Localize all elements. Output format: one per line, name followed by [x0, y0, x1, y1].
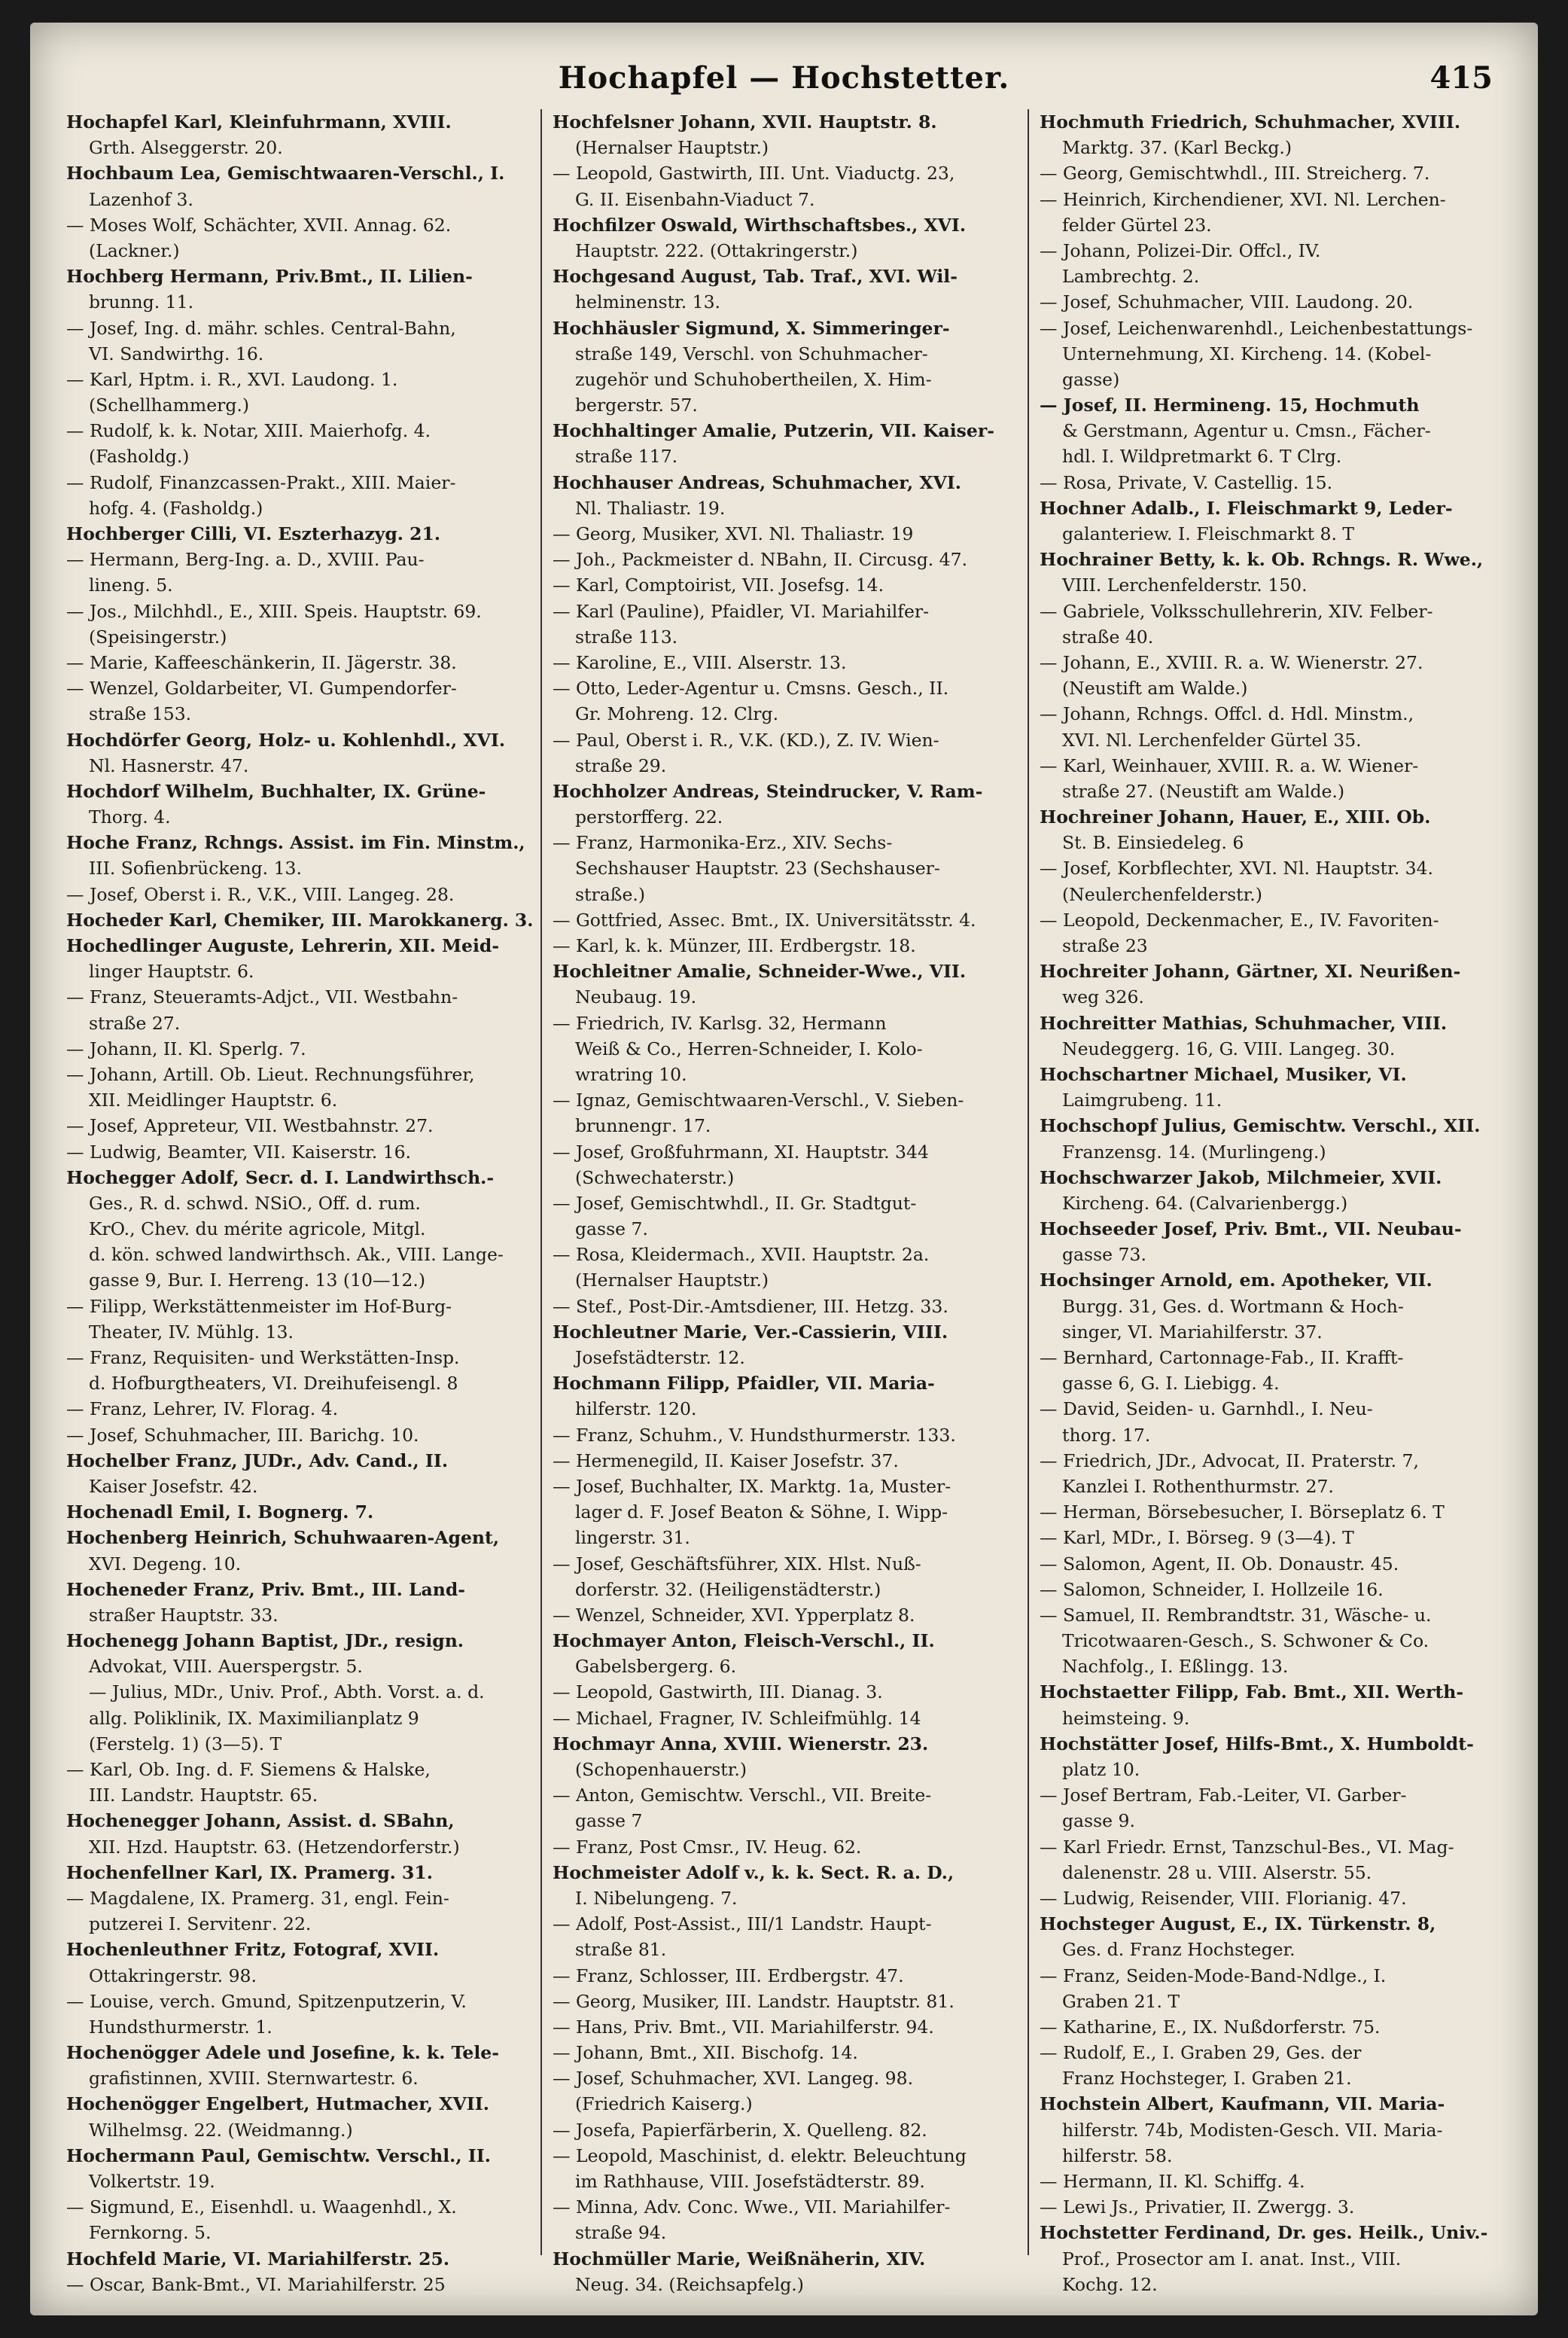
directory-line: singer, VI. Mariahilferstr. 37.: [1062, 1321, 1323, 1343]
directory-line: Hochdorf Wilhelm, Buchhalter, IX. Grüne-: [66, 780, 486, 802]
directory-line: (Ferstelg. 1) (3—5). T: [89, 1733, 282, 1754]
directory-line: — David, Seiden- u. Garnhdl., I. Neu-: [1040, 1398, 1373, 1420]
directory-line: — Leopold, Maschinist, d. elektr. Beleuchtung: [553, 2144, 967, 2166]
directory-line: Hochmeister Adolf v., k. k. Sect. R. a. D.,: [553, 1861, 955, 1883]
directory-line: — Franz, Harmonika-Erz., XIV. Sechs-: [553, 832, 893, 854]
directory-line: XVI. Nl. Lerchenfelder Gürtel 35.: [1062, 729, 1362, 751]
directory-line: Grth. Alseggerstr. 20.: [89, 137, 283, 159]
directory-line: — Magdalene, IX. Pramerg. 31, engl. Fein-: [66, 1887, 449, 1909]
directory-line: Hochstätter Josef, Hilfs-Bmt., X. Humboldt-: [1040, 1733, 1474, 1754]
directory-line: hilferstr. 120.: [575, 1398, 697, 1420]
directory-line: — Ignaz, Gemischtwaaren-Verschl., V. Sieben-: [553, 1090, 964, 1111]
directory-line: — Franz, Steueramts-Adjct., VII. Westbahn-: [66, 986, 458, 1008]
directory-line: gasse): [1062, 368, 1120, 390]
directory-line: grafistinnen, XVIII. Sternwartestr. 6.: [89, 2068, 419, 2090]
directory-line: Kaiser Josefstr. 42.: [89, 1475, 258, 1497]
directory-line: Hochreitter Mathias, Schuhmacher, VIII.: [1040, 1012, 1448, 1034]
directory-line: III. Sofienbrückeng. 13.: [89, 858, 302, 879]
directory-line: — Wenzel, Schneider, XVI. Ypperplatz 8.: [553, 1604, 915, 1626]
directory-line: hdl. I. Wildpretmarkt 6. T Clrg.: [1062, 446, 1342, 468]
directory-line: — Rudolf, k. k. Notar, XIII. Maierhofg. 4.: [66, 420, 431, 442]
directory-line: straße.): [575, 883, 645, 905]
directory-line: — Gottfried, Assec. Bmt., IX. Universitätsstr. 4.: [553, 909, 976, 931]
directory-line: Gr. Mohreng. 12. Clrg.: [575, 703, 779, 725]
directory-line: — Leopold, Gastwirth, III. Dianag. 3.: [553, 1681, 883, 1703]
directory-line: (Hernalser Hauptstr.): [575, 137, 769, 159]
directory-line: Laimgrubeng. 11.: [1062, 1090, 1222, 1111]
directory-line: Kanzlei I. Rothenthurmstr. 27.: [1062, 1475, 1334, 1497]
directory-line: brunng. 11.: [89, 291, 194, 313]
directory-line: Hochenberg Heinrich, Schuhwaaren-Agent,: [66, 1527, 500, 1549]
directory-line: platz 10.: [1062, 1759, 1140, 1780]
directory-line: — Michael, Fragner, IV. Schleifmühlg. 14: [553, 1707, 921, 1729]
directory-line: Ges., R. d. schwd. NSiO., Off. d. rum.: [89, 1192, 421, 1214]
directory-line: Marktg. 37. (Karl Beckg.): [1062, 137, 1292, 159]
directory-line: (Schopenhauerstr.): [575, 1759, 747, 1780]
directory-line: Hochreiner Johann, Hauer, E., XIII. Ob.: [1040, 806, 1431, 828]
directory-line: Hochenfellner Karl, IX. Pramerg. 31.: [66, 1861, 433, 1883]
directory-line: G. II. Eisenbahn-Viaduct 7.: [575, 188, 815, 210]
directory-line: — Josef, Buchhalter, IX. Marktg. 1a, Muster-: [553, 1475, 951, 1497]
directory-line: lingerstr. 31.: [575, 1527, 690, 1549]
directory-line: — Georg, Musiker, XVI. Nl. Thaliastr. 19: [553, 523, 914, 544]
directory-line: XII. Hzd. Hauptstr. 63. (Hetzendorferstr.): [89, 1836, 460, 1858]
directory-line: Hauptstr. 222. (Ottakringerstr.): [575, 239, 858, 261]
directory-line: Hochholzer Andreas, Steindrucker, V. Ram-: [553, 780, 983, 802]
directory-line: — Louise, verch. Gmund, Spitzenputzerin, V.: [66, 1990, 467, 2012]
directory-line: straße 94.: [575, 2222, 667, 2244]
directory-line: — Salomon, Agent, II. Ob. Donaustr. 45.: [1040, 1553, 1399, 1574]
directory-line: Advokat, VIII. Auerspergstr. 5.: [89, 1656, 363, 1678]
column-divider: [1028, 109, 1029, 2255]
directory-line: — Filipp, Werkstättenmeister im Hof-Burg-: [66, 1295, 452, 1317]
directory-line: galanteriew. I. Fleischmarkt 8. T: [1062, 523, 1355, 544]
directory-line: — Karl, Hptm. i. R., XVI. Laudong. 1.: [66, 368, 398, 390]
directory-line: Hochdörfer Georg, Holz- u. Kohlenhdl., XVI.: [66, 729, 506, 751]
directory-line: Franz Hochsteger, I. Graben 21.: [1062, 2068, 1352, 2090]
directory-line: Hochreiter Johann, Gärtner, XI. Neurißen-: [1040, 961, 1461, 983]
directory-line: Hochstaetter Filipp, Fab. Bmt., XII. Werth-: [1040, 1681, 1464, 1703]
directory-line: XVI. Degeng. 10.: [89, 1553, 242, 1574]
directory-line: Nl. Hasnerstr. 47.: [89, 754, 249, 776]
directory-line: — Salomon, Schneider, I. Hollzeile 16.: [1040, 1578, 1384, 1600]
directory-line: Hochleutner Marie, Ver.-Cassierin, VIII.: [553, 1321, 948, 1343]
directory-line: Hochermann Paul, Gemischtw. Verschl., II.: [66, 2144, 491, 2166]
directory-line: Hochschopf Julius, Gemischtw. Verschl., XII.: [1040, 1115, 1481, 1137]
directory-line: Hochhauser Andreas, Schuhmacher, XVI.: [553, 471, 961, 493]
directory-line: — Moses Wolf, Schächter, XVII. Annag. 62.: [66, 214, 452, 236]
directory-line: heimsteing. 9.: [1062, 1707, 1190, 1729]
directory-line: III. Landstr. Hauptstr. 65.: [89, 1785, 318, 1806]
directory-line: — Johann, E., XVIII. R. a. W. Wienerstr. 27.: [1040, 651, 1423, 673]
directory-line: straße 29.: [575, 754, 667, 776]
directory-line: Theater, IV. Mühlg. 13.: [89, 1321, 294, 1343]
directory-line: — Herman, Börsebesucher, I. Börseplatz 6. T: [1040, 1501, 1445, 1523]
directory-line: Unternehmung, XI. Kircheng. 14. (Kobel-: [1062, 343, 1432, 364]
directory-line: Fernkorng. 5.: [89, 2222, 212, 2244]
directory-line: — Karl, k. k. Münzer, III. Erdbergstr. 18.: [553, 935, 916, 956]
directory-line: gasse 7.: [575, 1218, 648, 1240]
directory-line: — Rosa, Kleidermach., XVII. Hauptstr. 2a.: [553, 1244, 930, 1266]
directory-line: Hochsinger Arnold, em. Apotheker, VII.: [1040, 1270, 1433, 1291]
directory-line: straßer Hauptstr. 33.: [89, 1604, 279, 1626]
directory-line: — Franz, Schuhm., V. Hundsthurmerstr. 133.: [553, 1424, 956, 1446]
directory-line: Prof., Prosector am I. anat. Inst., VIII.: [1062, 2248, 1402, 2269]
directory-line: — Josef, Korbflechter, XVI. Nl. Hauptstr. 34.: [1040, 858, 1434, 879]
directory-line: — Josef, Geschäftsführer, XIX. Hlst. Nuß-: [553, 1553, 921, 1574]
directory-line: — Georg, Gemischtwhdl., III. Streicherg. 7.: [1040, 163, 1430, 184]
directory-line: hofg. 4. (Fasholdg.): [89, 497, 263, 519]
directory-line: — Josef, II. Hermineng. 15, Hochmuth: [1040, 395, 1420, 416]
directory-line: — Karl, Comptoirist, VII. Josefsg. 14.: [553, 575, 884, 596]
directory-line: Thorg. 4.: [89, 806, 171, 828]
directory-line: (Schellhammerg.): [89, 395, 250, 416]
directory-line: Weiß & Co., Herren-Schneider, I. Kolo-: [575, 1038, 923, 1059]
directory-line: im Rathhause, VIII. Josefstädterstr. 89.: [575, 2171, 925, 2192]
directory-line: — Rosa, Private, V. Castellig. 15.: [1040, 471, 1333, 493]
directory-line: Volkertstr. 19.: [89, 2171, 215, 2192]
directory-line: — Katharine, E., IX. Nußdorferstr. 75.: [1040, 2016, 1381, 2038]
directory-line: — Samuel, II. Rembrandtstr. 31, Wäsche- u.: [1040, 1604, 1432, 1626]
directory-line: Hochenegger Johann, Assist. d. SBahn,: [66, 1810, 455, 1832]
directory-line: Josefstädterstr. 12.: [575, 1347, 745, 1368]
directory-line: Hochenegg Johann Baptist, JDr., resign.: [66, 1630, 464, 1652]
directory-line: straße 40.: [1062, 626, 1154, 648]
directory-line: — Franz, Post Cmsr., IV. Heug. 62.: [553, 1836, 862, 1858]
directory-line: (Schwechaterstr.): [575, 1166, 735, 1188]
directory-line: Hochberg Hermann, Priv.Bmt., II. Lilien-: [66, 266, 473, 288]
directory-line: Hochmayr Anna, XVIII. Wienerstr. 23.: [553, 1733, 929, 1754]
directory-line: I. Nibelungeng. 7.: [575, 1887, 738, 1909]
directory-line: — Josef, Leichenwarenhdl., Leichenbestattungs-: [1040, 317, 1473, 339]
directory-line: — Oscar, Bank-Bmt., VI. Mariahilferstr. 25: [66, 2273, 446, 2295]
directory-line: (Hernalser Hauptstr.): [575, 1270, 769, 1291]
directory-line: (Speisingerstr.): [89, 626, 227, 648]
directory-line: Hochschartner Michael, Musiker, VI.: [1040, 1063, 1407, 1085]
directory-line: Hochmuth Friedrich, Schuhmacher, XVIII.: [1040, 111, 1461, 133]
directory-line: Lambrechtg. 2.: [1062, 266, 1200, 288]
directory-line: Tricotwaaren-Gesch., S. Schwoner & Co.: [1062, 1630, 1429, 1652]
directory-line: Hochrainer Betty, k. k. Ob. Rchngs. R. Wwe.,: [1040, 549, 1484, 571]
directory-line: Hocheder Karl, Chemiker, III. Marokkanerg. 3.: [66, 909, 534, 931]
directory-line: putzerei I. Servitenг. 22.: [89, 1913, 312, 1935]
directory-line: — Josef, Appreteur, VII. Westbahnstr. 27.: [66, 1115, 434, 1137]
directory-line: — Karl, MDr., I. Börseg. 9 (3—4). T: [1040, 1527, 1354, 1549]
directory-line: — Hermenegild, II. Kaiser Josefstr. 37.: [553, 1449, 899, 1471]
directory-line: bergerstr. 57.: [575, 395, 698, 416]
directory-line: gasse 9.: [1062, 1810, 1135, 1832]
directory-line: straße 113.: [575, 626, 678, 648]
directory-line: Sechshauser Hauptstr. 23 (Sechshauser-: [575, 858, 940, 879]
directory-line: Hochner Adalb., I. Fleischmarkt 9, Leder-: [1040, 497, 1453, 519]
directory-line: gasse 6, G. I. Liebigg. 4.: [1062, 1373, 1280, 1395]
directory-line: — Rudolf, Finanzcassen-Prakt., XIII. Maier-: [66, 471, 456, 493]
directory-line: — Josefa, Papierfärberin, X. Quelleng. 82.: [553, 2119, 927, 2141]
directory-line: Hochfilzer Oswald, Wirthschaftsbes., XVI.: [553, 214, 967, 236]
directory-line: Neug. 34. (Reichsapfelg.): [575, 2273, 804, 2295]
directory-line: — Franz, Seiden-Mode-Band-Ndlge., I.: [1040, 1965, 1387, 1986]
directory-line: — Karl, Ob. Ing. d. F. Siemens & Halske,: [66, 1759, 431, 1780]
directory-line: Hochstein Albert, Kaufmann, VII. Maria-: [1040, 2093, 1445, 2115]
directory-line: & Gerstmann, Agentur u. Cmsn., Fächer-: [1062, 420, 1431, 442]
directory-line: — Josef, Ing. d. mähr. schles. Central-Bahn,: [66, 317, 456, 339]
directory-line: — Karoline, E., VIII. Alserstr. 13.: [553, 651, 847, 673]
directory-line: XII. Meidlinger Hauptstr. 6.: [89, 1090, 338, 1111]
directory-line: straße 81.: [575, 1939, 667, 1961]
directory-line: — Wenzel, Goldarbeiter, VI. Gumpendorfer-: [66, 678, 457, 700]
directory-line: (Neustift am Walde.): [1062, 678, 1248, 700]
directory-line: — Johann, Artill. Ob. Lieut. Rechnungsführer,: [66, 1063, 475, 1085]
directory-line: lager d. F. Josef Beaton & Söhne, I. Wipp-: [575, 1501, 948, 1523]
directory-line: Hochfeld Marie, VI. Mariahilferstr. 25.: [66, 2248, 450, 2269]
directory-line: Hochenögger Engelbert, Hutmacher, XVII.: [66, 2093, 489, 2115]
directory-line: straße 149, Verschl. von Schuhmacher-: [575, 343, 928, 364]
directory-line: lineng. 5.: [89, 575, 173, 596]
directory-line: Hochgesand August, Tab. Traf., XVI. Wil-: [553, 266, 958, 288]
directory-line: straße 153.: [89, 703, 192, 725]
directory-line: d. kön. schwed landwirthsch. Ak., VIII. Lange-: [89, 1244, 504, 1266]
directory-line: Hochmann Filipp, Pfaidler, VII. Maria-: [553, 1373, 935, 1395]
directory-line: — Franz, Lehrer, IV. Florag. 4.: [66, 1398, 339, 1420]
directory-line: zugehör und Schuhobertheilen, X. Him-: [575, 368, 932, 390]
directory-line: Ges. d. Franz Hochsteger.: [1062, 1939, 1296, 1961]
directory-line: Hochsteger August, E., IX. Türkenstr. 8,: [1040, 1913, 1436, 1935]
directory-line: — Adolf, Post-Assist., III/1 Landstr. Haupt-: [553, 1913, 932, 1935]
directory-line: Hochseeder Josef, Priv. Bmt., VII. Neubau-: [1040, 1218, 1462, 1240]
directory-line: — Otto, Leder-Agentur u. Cmsns. Gesch., II.: [553, 678, 949, 700]
directory-line: d. Hofburgtheaters, VI. Dreihufeisengl. 8: [89, 1373, 458, 1395]
directory-line: — Hermann, II. Kl. Schiffg. 4.: [1040, 2171, 1305, 2192]
directory-line: Kochg. 12.: [1062, 2273, 1158, 2295]
directory-line: — Josef, Großfuhrmann, XI. Hauptstr. 344: [553, 1141, 929, 1163]
directory-line: Hochenögger Adele und Josefine, k. k. Tele-: [66, 2042, 499, 2064]
directory-line: — Leopold, Deckenmacher, E., IV. Favoriten-: [1040, 909, 1439, 931]
directory-line: VIII. Lerchenfelderstr. 150.: [1062, 575, 1308, 596]
directory-line: Hochmayer Anton, Fleisch-Verschl., II.: [553, 1630, 935, 1652]
directory-line: Hochegger Adolf, Secr. d. I. Landwirthsch.-: [66, 1166, 495, 1188]
directory-line: Hochelber Franz, JUDr., Adv. Cand., II.: [66, 1449, 449, 1471]
directory-line: — Rudolf, E., I. Graben 29, Ges. der: [1040, 2042, 1362, 2064]
directory-line: Neubaug. 19.: [575, 986, 697, 1008]
directory-line: — Georg, Musiker, III. Landstr. Hauptstr. 81.: [553, 1990, 955, 2012]
directory-line: Kircheng. 64. (Calvarienbergg.): [1062, 1192, 1348, 1214]
directory-line: dalenenstr. 28 u. VIII. Alserstr. 55.: [1062, 1861, 1372, 1883]
directory-line: Hochenadl Emil, I. Bognerg. 7.: [66, 1501, 374, 1523]
directory-line: — Marie, Kaffeeschänkerin, II. Jägerstr. 38.: [66, 651, 457, 673]
directory-line: — Friedrich, JDr., Advocat, II. Praterstr. 7,: [1040, 1449, 1419, 1471]
directory-line: Hochschwarzer Jakob, Milchmeier, XVII.: [1040, 1166, 1442, 1188]
directory-line: (Fasholdg.): [89, 446, 190, 468]
directory-line: perstorfferg. 22.: [575, 806, 723, 828]
directory-line: VI. Sandwirthg. 16.: [89, 343, 264, 364]
directory-line: dorferstr. 32. (Heiligenstädterstr.): [575, 1578, 881, 1600]
directory-line: Hochapfel Karl, Kleinfuhrmann, XVIII.: [66, 111, 452, 133]
directory-page: [30, 23, 1538, 2315]
directory-line: Hochfelsner Johann, XVII. Hauptstr. 8.: [553, 111, 937, 133]
directory-line: — Joh., Packmeister d. NBahn, II. Circusg. 47.: [553, 549, 968, 571]
directory-line: — Franz, Requisiten- und Werkstätten-Insp.: [66, 1347, 460, 1368]
column-divider: [540, 109, 542, 2255]
directory-line: Hochstetter Ferdinand, Dr. ges. Heilk., Univ.-: [1040, 2222, 1488, 2244]
directory-line: hilferstr. 58.: [1062, 2144, 1173, 2166]
directory-line: — Paul, Oberst i. R., V.K. (KD.), Z. IV. Wien-: [553, 729, 939, 751]
directory-line: Ottakringerstr. 98.: [89, 1965, 257, 1986]
directory-line: Hochbaum Lea, Gemischtwaaren-Verschl., I.: [66, 163, 505, 184]
directory-line: Gabelsbergerg. 6.: [575, 1656, 737, 1678]
directory-line: — Jos., Milchhdl., E., XIII. Speis. Hauptstr. 69.: [66, 600, 482, 622]
directory-line: straße 117.: [575, 446, 678, 468]
directory-line: — Stef., Post-Dir.-Amtsdiener, III. Hetzg. 33.: [553, 1295, 948, 1317]
directory-line: (Lackner.): [89, 239, 180, 261]
directory-line: — Hermann, Berg-Ing. a. D., XVIII. Pau-: [66, 549, 425, 571]
directory-line: straße 23: [1062, 935, 1148, 956]
directory-line: — Bernhard, Cartonnage-Fab., II. Krafft-: [1040, 1347, 1404, 1368]
directory-line: Hoche Franz, Rchngs. Assist. im Fin. Minstm.,: [66, 832, 525, 854]
directory-line: allg. Poliklinik, IX. Maximilianplatz 9: [89, 1707, 419, 1729]
directory-line: Nl. Thaliastr. 19.: [575, 497, 726, 519]
column-3: [1040, 109, 1500, 2295]
directory-line: Hochhäusler Sigmund, X. Simmeringer-: [553, 317, 950, 339]
directory-line: Lazenhof 3.: [89, 188, 193, 210]
directory-line: (Friedrich Kaiserg.): [575, 2093, 753, 2115]
directory-line: — Karl, Weinhauer, XVIII. R. a. W. Wiener-: [1040, 754, 1419, 776]
directory-line: helminenstr. 13.: [575, 291, 721, 313]
directory-line: — Franz, Schlosser, III. Erdbergstr. 47.: [553, 1965, 904, 1986]
directory-line: — Josef, Gemischtwhdl., II. Gr. Stadtgut-: [553, 1192, 917, 1214]
directory-line: — Lewi Js., Privatier, II. Zwergg. 3.: [1040, 2196, 1355, 2218]
directory-line: — Josef, Schuhmacher, XVI. Langeg. 98.: [553, 2068, 914, 2090]
directory-line: — Josef, Schuhmacher, VIII. Laudong. 20.: [1040, 291, 1414, 313]
directory-line: — Johann, Polizei-Dir. Offcl., IV.: [1040, 239, 1321, 261]
directory-line: — Julius, MDr., Univ. Prof., Abth. Vorst. a. d.: [89, 1681, 485, 1703]
directory-line: St. B. Einsiedeleg. 6: [1062, 832, 1244, 854]
directory-line: Hochenleuthner Fritz, Fotograf, XVII.: [66, 1939, 440, 1961]
directory-line: hilferstr. 74b, Modisten-Gesch. VII. Maria-: [1062, 2119, 1443, 2141]
directory-line: weg 326.: [1062, 986, 1144, 1008]
directory-line: — Ludwig, Reisender, VIII. Florianig. 47.: [1040, 1887, 1407, 1909]
directory-line: (Neulerchenfelderstr.): [1062, 883, 1262, 905]
directory-line: KrO., Chev. du mérite agricole, Mitgl.: [89, 1218, 426, 1240]
directory-line: — Gabriele, Volksschullehrerin, XIV. Felber-: [1040, 600, 1433, 622]
directory-line: linger Hauptstr. 6.: [89, 961, 254, 983]
directory-line: Hocheneder Franz, Priv. Bmt., III. Land-: [66, 1578, 466, 1600]
directory-line: Wilhelmsg. 22. (Weidmanng.): [89, 2119, 353, 2141]
directory-line: — Sigmund, E., Eisenhdl. u. Waagenhdl., X.: [66, 2196, 457, 2218]
directory-line: — Leopold, Gastwirth, III. Unt. Viaductg. 23,: [553, 163, 955, 184]
directory-line: — Karl (Pauline), Pfaidler, VI. Mariahilfer-: [553, 600, 930, 622]
directory-line: Hochhaltinger Amalie, Putzerin, VII. Kaiser-: [553, 420, 994, 442]
directory-line: Hochleitner Amalie, Schneider-Wwe., VII.: [553, 961, 967, 983]
page-number: 415: [1429, 60, 1493, 96]
directory-line: — Josef Bertram, Fab.-Leiter, VI. Garber-: [1040, 1785, 1407, 1806]
directory-line: Franzensg. 14. (Murlingeng.): [1062, 1141, 1326, 1163]
directory-line: — Johann, Rchngs. Offcl. d. Hdl. Minstm.,: [1040, 703, 1414, 725]
directory-line: — Josef, Oberst i. R., V.K., VIII. Langeg. 28.: [66, 883, 455, 905]
directory-line: straße 27. (Neustift am Walde.): [1062, 780, 1345, 802]
directory-line: Hochedlinger Auguste, Lehrerin, XII. Meid-: [66, 935, 500, 956]
directory-line: thorg. 17.: [1062, 1424, 1151, 1446]
directory-line: Neudeggerg. 16, G. VIII. Langeg. 30.: [1062, 1038, 1396, 1059]
directory-line: Graben 21. T: [1062, 1990, 1180, 2012]
column-1: [66, 109, 534, 2295]
directory-line: Hochberger Cilli, VI. Eszterhazyg. 21.: [66, 523, 441, 544]
directory-line: — Friedrich, IV. Karlsg. 32, Hermann: [553, 1012, 887, 1034]
directory-line: Burgg. 31, Ges. d. Wortmann & Hoch-: [1062, 1295, 1404, 1317]
column-2: [553, 109, 1013, 2295]
directory-line: — Johann, II. Kl. Sperlg. 7.: [66, 1038, 306, 1059]
directory-line: — Anton, Gemischtw. Verschl., VII. Breite-: [553, 1785, 932, 1806]
directory-line: — Ludwig, Beamter, VII. Kaiserstr. 16.: [66, 1141, 412, 1163]
directory-line: — Josef, Schuhmacher, III. Barichg. 10.: [66, 1424, 419, 1446]
directory-line: wratring 10.: [575, 1063, 687, 1085]
directory-line: — Hans, Priv. Bmt., VII. Mariahilferstr. 94.: [553, 2016, 934, 2038]
directory-line: — Minna, Adv. Conc. Wwe., VII. Mariahilfer-: [553, 2196, 951, 2218]
page-title: Hochapfel — Hochstetter.: [558, 60, 1010, 96]
directory-line: gasse 73.: [1062, 1244, 1146, 1266]
directory-line: Nachfolg., I. Eßlingg. 13.: [1062, 1656, 1289, 1678]
directory-line: Hochmüller Marie, Weißnäherin, XIV.: [553, 2248, 926, 2269]
directory-line: brunnengг. 17.: [575, 1115, 711, 1137]
directory-line: — Johann, Bmt., XII. Bischofg. 14.: [553, 2042, 858, 2064]
directory-line: gasse 7: [575, 1810, 643, 1832]
directory-line: Hundsthurmerstr. 1.: [89, 2016, 272, 2038]
directory-line: — Karl Friedr. Ernst, Tanzschul-Bes., VI. Mag-: [1040, 1836, 1454, 1858]
directory-line: — Heinrich, Kirchendiener, XVI. Nl. Lerchen-: [1040, 188, 1446, 210]
directory-line: felder Gürtel 23.: [1062, 214, 1212, 236]
directory-line: straße 27.: [89, 1012, 181, 1034]
directory-line: gasse 9, Bur. I. Herreng. 13 (10—12.): [89, 1270, 426, 1291]
